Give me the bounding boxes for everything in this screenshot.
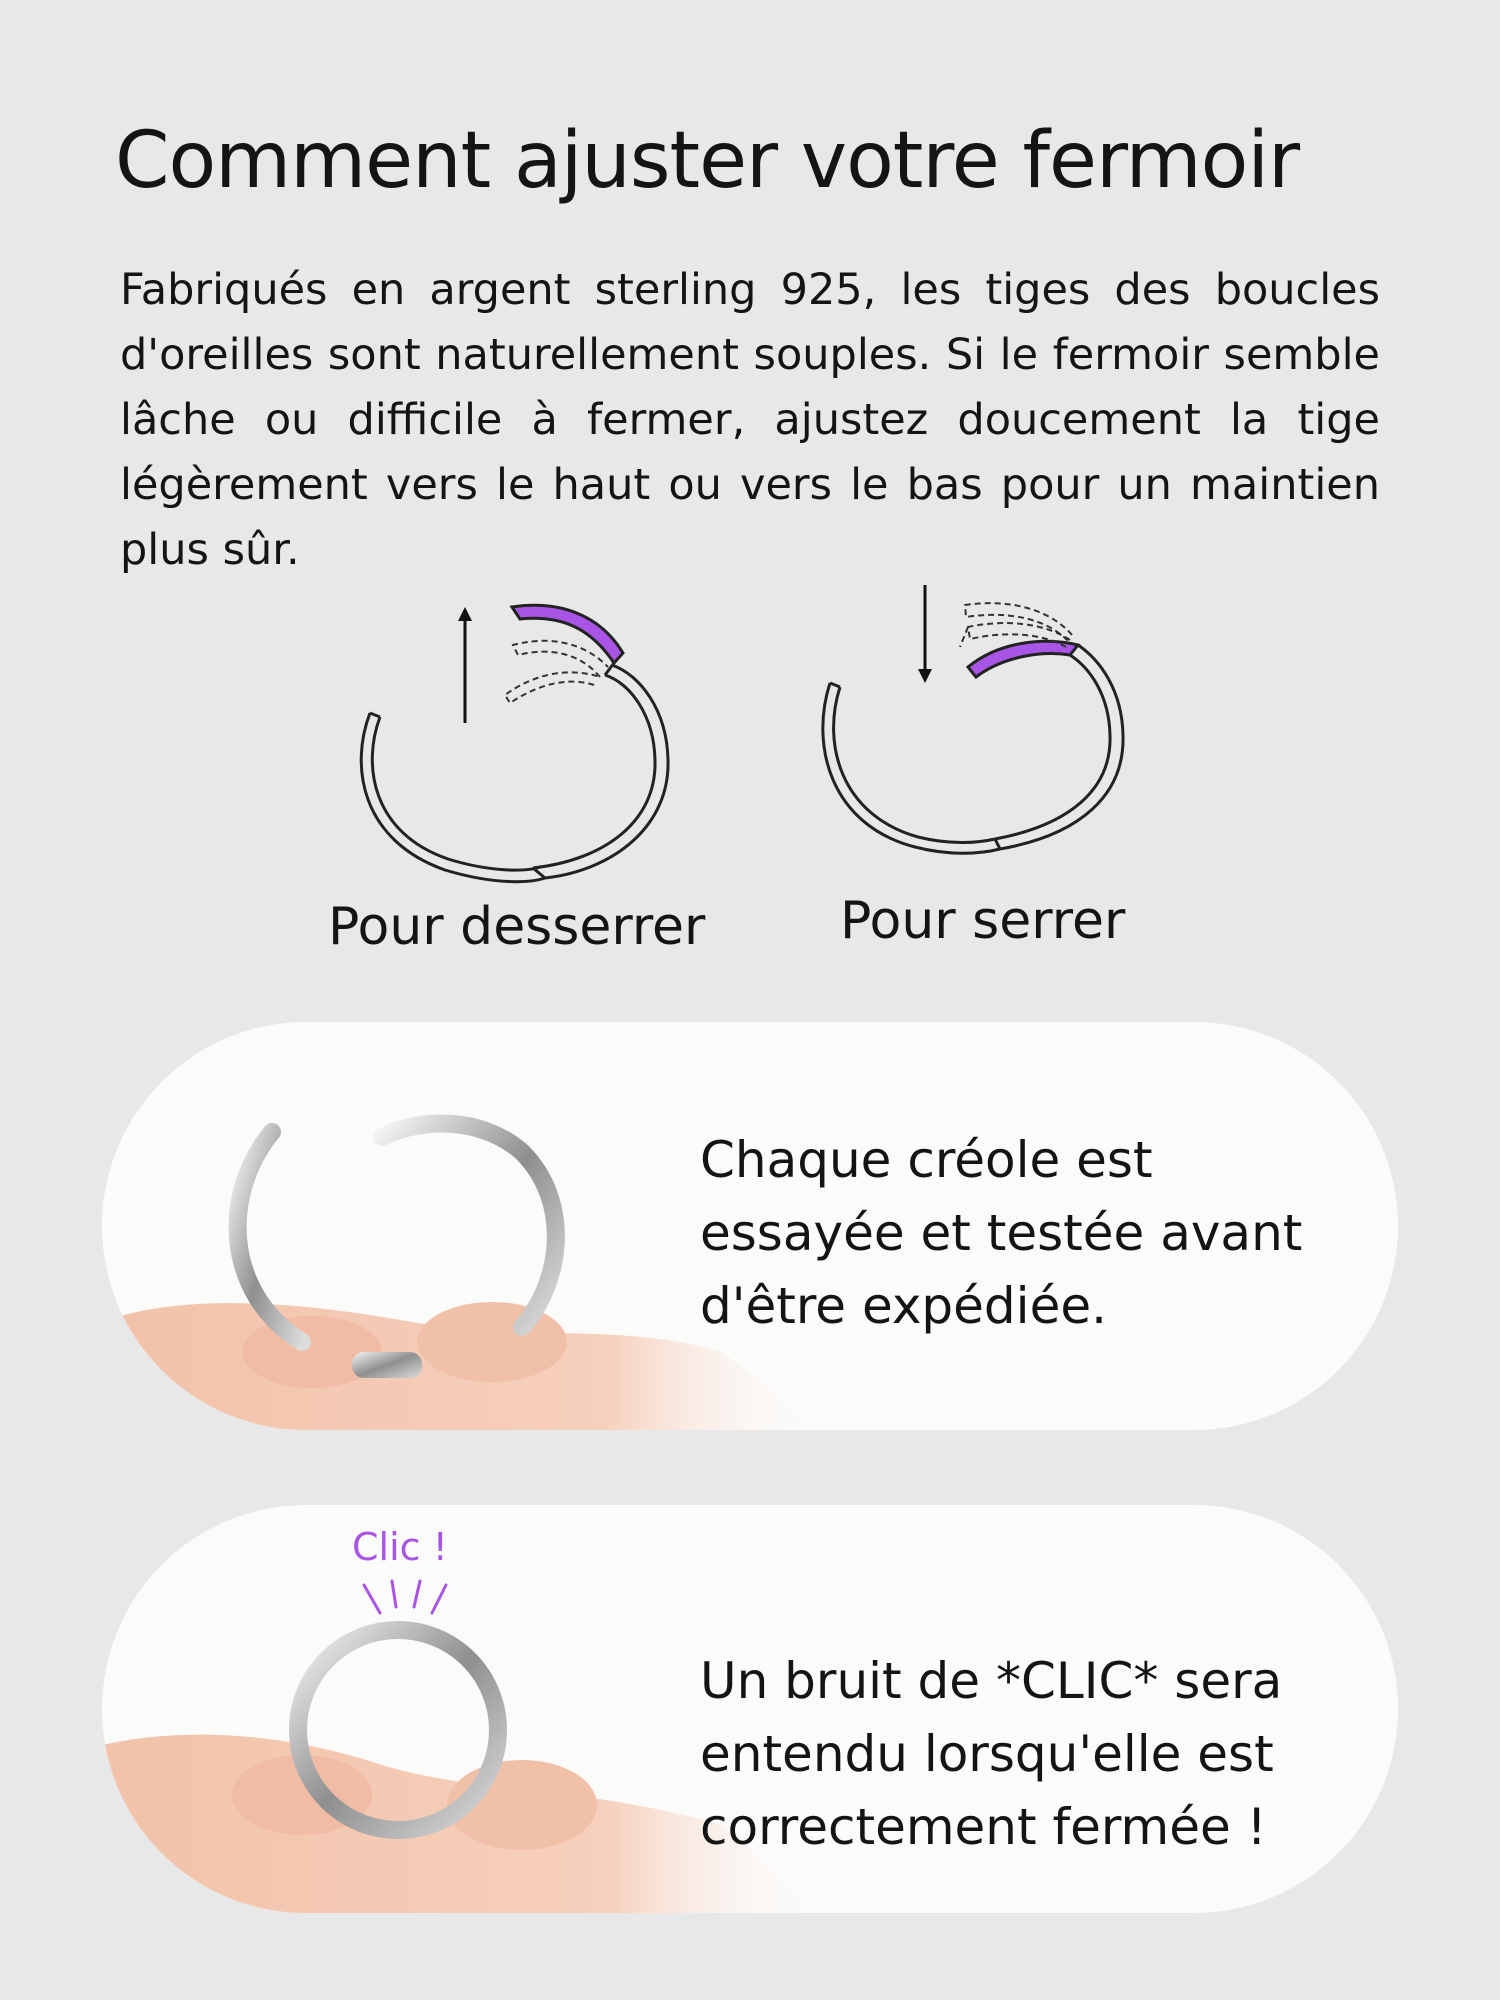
click-lines-icon [364,1581,446,1613]
loosen-hoop [361,605,668,881]
intro-paragraph: Fabriqués en argent sterling 925, les tiges des boucles d'oreilles sont naturellement souples. Si le fermoir semble lâche ou difficile à fermer, ajustez doucement la tige légèrement vers le haut ou vers le bas pour un maintien plus sûr. [120,265,1380,575]
click-line-1: Un bruit de *CLIC* sera [700,1652,1283,1710]
loosen-caption: Pour desserrer [328,897,706,957]
click-line-3: correctement fermée ! [700,1798,1267,1856]
click-line-2: entendu lorsqu'elle est [700,1725,1274,1783]
tested-card [102,1022,1398,1430]
adjustment-diagram [330,585,1170,965]
tested-line-1: Chaque créole est [700,1131,1153,1189]
tested-line-2: essayée et testée avant [700,1204,1303,1262]
click-card [102,1505,1398,1913]
tighten-caption: Pour serrer [840,891,1126,951]
tested-text [700,1124,1302,1343]
click-text [700,1645,1282,1864]
loosen-hoop-illustration [330,585,1170,885]
tighten-hoop [823,585,1123,853]
click-sound-label: Clic ! [352,1525,448,1569]
tested-line-3: d'être expédiée. [700,1277,1107,1335]
page-title: Comment ajuster votre fermoir [115,116,1300,206]
